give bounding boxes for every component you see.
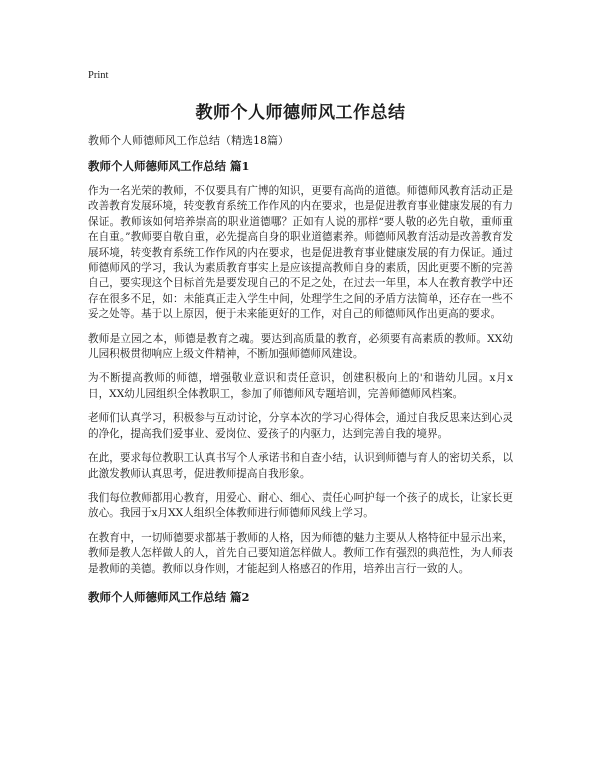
paragraph: 为不断提高教师的师德，增强敬业意识和责任意识，创建积极向上的'和谐幼儿园。x月x日，XX幼儿园组织全体教职工，参加了师德师风专题培训，完善师德师风档案。 [88, 372, 513, 400]
paragraph: 作为一名光荣的教师，不仅要具有广博的知识，更要有高尚的道德。师德师风教育活动正是改善教育发展环境，转变教育系统工作作风的内在要求，也是促进教育事业健康发展的有力保证。教师该如何培养崇高的职业道德哪？正如有人说的那样“要人敬的必先自敬，重师重在自重。”教师要自敬自重，必先提高自身的职业道德素养。师德师风教育活动是改善教育发展环境，转变教育系统工作作风的内在要求，也是促进教育事业健康发展的有力保证。通过师德师风的学习，我认为素质教育事实上是应该提高教师自身的素质，因此更要不断的完善自己，要实现这个目标首先是要发现自己的不足之处，在过去一年里，本人在教育教学中还存在很多不足，如：未能真正走入学生中间，处理学生之间的矛盾方法简单，还存在一些不妥之处等。基于以上原因，便于未来能更好的工作，对自己的师德师风作出更高的要求。 [88, 185, 513, 321]
paragraph: 教师是立园之本，师德是教育之魂。要达到高质量的教育，必须要有高素质的教师。XX幼儿园积极贯彻响应上级文件精神，不断加强师德师风建设。 [88, 332, 513, 361]
paragraph: 在此，要求每位教职工认真书写个人承诺书和自查小结，认识到师德与育人的密切关系，以此激发教师认真思考，促进教师提高自我形象。 [88, 452, 513, 480]
paragraph: 我们每位教师都用心教育，用爱心、耐心、细心、责任心呵护每一个孩子的成长，让家长更放心。我园于x月XX人组织全体教师进行师德师风线上学习。 [88, 491, 513, 520]
document-subtitle: 教师个人师德师风工作总结（精选18篇） [88, 134, 289, 147]
document-content [88, 158, 513, 615]
paragraph: 在教育中，一切师德要求都基于教师的人格，因为师德的魅力主要从人格特征中显示出来，教师是教人怎样做人的人，首先自己要知道怎样做人。教师工作有强烈的典范性，为人师表是教师的美德。教师以身作则，才能起到人格感召的作用，培养出言行一致的人。 [88, 531, 513, 575]
section-heading-2: 教师个人师德师风工作总结 篇2 [88, 589, 250, 604]
section-heading-1: 教师个人师德师风工作总结 篇1 [88, 159, 250, 173]
print-link[interactable]: Print [88, 70, 109, 81]
paragraph: 老师们认真学习，积极参与互动讨论，分享本次的学习心得体会，通过自我反思来达到心灵的净化，提高我们爱事业、爱岗位、爱孩子的内驱力，达到完善自我的境界。 [88, 412, 513, 440]
document-title: 教师个人师德师风工作总结 [195, 103, 406, 123]
